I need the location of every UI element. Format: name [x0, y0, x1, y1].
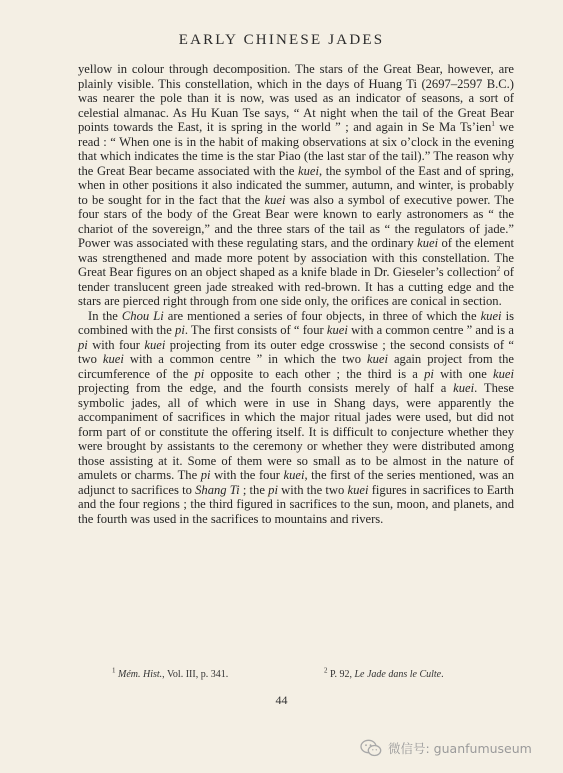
- italic-term: kuei: [298, 163, 320, 178]
- text-run: with a common centre ” and is a: [347, 323, 514, 337]
- italic-title: Mém. Hist.: [118, 669, 163, 680]
- footnote-ref-1: 1: [491, 119, 495, 128]
- italic-term: pi: [175, 323, 185, 337]
- page-number: 44: [275, 693, 288, 707]
- text-run: again project from the circumference of the: [78, 352, 515, 381]
- text-run: , Vol. III, p. 341.: [162, 669, 229, 680]
- text-run: , the symbol of the East and of spring, when in other positions it also indicated the summer, autumn, and winter, is probably to be sought for in the fact that the: [78, 163, 514, 207]
- italic-term: pi: [424, 366, 434, 381]
- body-text: [78, 62, 514, 526]
- text-run: opposite to each other ; the third is a: [204, 366, 425, 381]
- text-run: . The first consists of “ four: [184, 323, 327, 337]
- text-run: we read : “ When one is in the habit of making observations at six o’clock in the evening that which indicates the time is the star Piao (the last star of the tail).” The reason why the Great Bear became associated with the: [78, 120, 514, 178]
- text-run: with one: [433, 366, 493, 381]
- italic-term: pi: [78, 337, 88, 352]
- text-run: . These symbolic jades, all of which were in use in Shang days, were apparently the accompaniment of sacrifices in which the major ritual jades were used, but did not form part of or constitute the offering itself. It is difficult to conjecture whether they were brought by assistants to the ceremony or whether they were distributed among those assisting at it. Some of them were so small as to be almost in the nature of amulets or charms. The: [78, 381, 515, 482]
- text-run: was also a symbol of executive power. The four stars of the body of the Great Bear were known to early astronomers as “ the chariot of the sovereign,” and the three stars of the tail as “ the regulators of jade.” Power was associated with these regulating stars, and the ordinary: [78, 192, 514, 250]
- text-run: yellow in colour through decomposition. The stars of the Great Bear, however, are plainly visible. This constellation, which in the days of Huang Ti (2697–2597 B.C.) was nearer the pole than it is now, was used as an indicator of seasons, a sort of celestial almanac. As Hu Kuan Tse says, “ At night when the tail of the Great Bear points towards the East, it is spring in the world ” ; and again in Se Ma Ts’ien: [78, 62, 514, 134]
- italic-term: kuei: [480, 308, 502, 323]
- italic-term: kuei: [283, 468, 305, 482]
- italic-term: kuei: [347, 482, 369, 497]
- watermark-text: 微信号: guanfumuseum: [388, 741, 532, 756]
- text-run: figures in sacrifices to Earth and the four regions ; the third figured in sacrifices to the sun, moon, and planets, and the fourth was used in the sacrifices to mountains and rivers.: [78, 482, 514, 526]
- text-run: with the two: [277, 482, 348, 497]
- text-run: with a common centre ” in which the two: [123, 352, 367, 366]
- italic-term: pi: [268, 482, 278, 497]
- paragraph-1: [78, 62, 514, 309]
- italic-term: kuei: [264, 192, 286, 207]
- wechat-logo-icon: [360, 739, 382, 757]
- watermark: [360, 737, 532, 759]
- italic-term: Chou Li: [121, 308, 164, 323]
- footnote-1: [112, 666, 229, 680]
- text-run: with four: [87, 337, 145, 352]
- italic-term: pi: [200, 468, 211, 482]
- footnote-mark: 1: [112, 666, 116, 675]
- text-run: of the element was strengthened and made more potent by association with this constellation. The Great Bear figures on an object shaped as a knife blade in Dr. Gieseler’s collection: [78, 236, 514, 279]
- italic-term: Shang Ti: [195, 482, 240, 497]
- italic-title: Le Jade dans le Culte: [354, 669, 442, 680]
- italic-term: kuei: [144, 337, 166, 352]
- italic-term: pi: [194, 366, 205, 381]
- text-run: of tender translucent green jade streaked with red-brown. It has a cutting edge and the stars are pierced right through from one side only, the orifices are conical in section.: [78, 265, 514, 308]
- italic-term: kuei: [326, 323, 348, 337]
- text-run: ; the: [239, 482, 269, 497]
- text-run: In the: [88, 308, 122, 323]
- footnote-mark: 2: [324, 666, 328, 675]
- paragraph-2: [78, 309, 514, 527]
- italic-term: kuei: [493, 366, 514, 381]
- running-head: EARLY CHINESE JADES: [178, 32, 385, 48]
- text-run: with the four: [210, 468, 284, 482]
- text-run: .: [441, 669, 444, 680]
- footnote-2: [324, 666, 444, 680]
- text-run: is combined with the: [78, 308, 514, 337]
- italic-term: kuei: [102, 352, 124, 366]
- italic-term: kuei: [366, 352, 388, 366]
- italic-term: kuei: [453, 381, 475, 395]
- text-run: projecting from the edge, and the fourth consists merely of half a: [78, 381, 454, 395]
- text-run: P. 92,: [327, 669, 355, 680]
- italic-term: kuei: [417, 236, 439, 250]
- footnote-ref-2: 2: [496, 264, 501, 273]
- text-run: , the first of the series mentioned, was an adjunct to sacrifices to: [78, 468, 515, 497]
- text-run: are mentioned a series of four objects, in three of which the: [163, 308, 481, 323]
- text-run: projecting from its outer edge crosswise ; the second consists of “ two: [78, 337, 515, 366]
